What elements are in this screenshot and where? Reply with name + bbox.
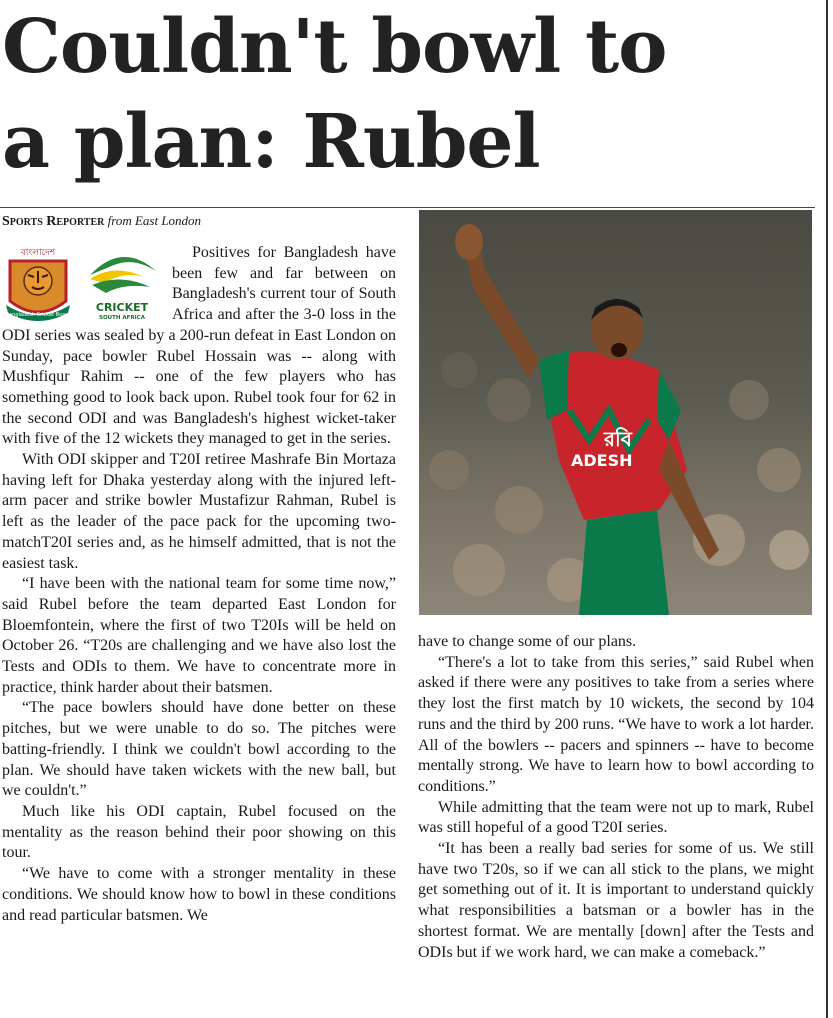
jersey-bengali-text: রবি: [604, 427, 632, 451]
byline-divider: [0, 207, 815, 208]
paragraph: While admitting that the team were not up to mark, Rubel was still hopeful of a good T20I series.: [418, 798, 814, 837]
article-photo: [419, 210, 812, 615]
byline-location: from East London: [107, 213, 202, 228]
jersey-text: ADESH: [571, 451, 633, 470]
paragraph: “It has been a really bad series for some of us. We still have two T20s, so if we can all stick to the plans, we might get something out of it. It is important to understand quickly what responsibilities a batsman or a bowler has in the shortest format. We are mentally [down] after the Tests and ODIs but if we work hard, we can make a comeback.”: [418, 840, 814, 961]
paragraph: “The pace bowlers should have done better on these pitches, but we were unable to do so. The pitches were batting-friendly. I think we couldn't bowl according to the plan. We should have taken wickets with the new ball, but we couldn't.”: [2, 699, 396, 800]
csa-logo-text-2: SOUTH AFRICA: [99, 315, 145, 321]
bcb-logo-top-text: বাংলাদেশ: [20, 248, 56, 258]
headline: [2, 0, 822, 190]
paragraph: have to change some of our plans.: [418, 633, 637, 650]
byline-reporter: Sports Reporter: [2, 214, 105, 229]
paragraph: With ODI skipper and T20I retiree Mashrafe Bin Mortaza having left for Dhaka yesterday along with the injured left-arm pacer and strike bowler Mustafizur Rahman, Rubel is left as the leader of the pace pack for the upcoming two-matchT20I series and, as he himself admitted, that is not the easiest task.: [2, 451, 396, 572]
paragraph: Much like his ODI captain, Rubel focused on the mentality as the reason behind their poor showing on this tour.: [2, 802, 396, 862]
byline: [2, 212, 201, 231]
paragraph: “There's a lot to take from this series,” said Rubel when asked if there were any positives to take from a series where they lost the first match by 10 wickets, the second by 104 runs and the third by 200 runs. “We have to work a lot harder. All of the bowlers -- pacers and spinners -- have to become mentally strong. We have to learn how to bowl according to conditions.”: [418, 653, 814, 795]
headline-line-1: Couldn't bowl to: [2, 4, 667, 90]
csa-logo-icon: [84, 243, 162, 325]
bcb-logo-bottom-text: Bangladesh Cricket Board: [5, 312, 71, 318]
csa-logo-text-1: CRICKET: [95, 301, 149, 314]
paragraph: “We have to come with a stronger mentality in these conditions. We should know how to bowl in these conditions and read particular batsmen. We: [2, 865, 396, 924]
paragraph: Positives for Bangladesh have been few and far between on Bangladesh's current tour of South Africa and after the 3-0 loss in the ODI series was sealed by a 200-run defeat in East London on Sunday, pace bowler Rubel Hossain was -- along with Mushfiqur Rahim -- one of the few players who has something good to look back upon. Rubel took four for 62 in the second ODI and was Bangladesh's highest wicket-taker with five of the 12 wickets they managed to get in the series.: [2, 244, 396, 448]
article-column-right: [418, 632, 814, 963]
page-edge-rule: [826, 0, 828, 1018]
article-column-left: [2, 243, 396, 926]
headline-line-2: a plan: Rubel: [2, 99, 540, 185]
cricket-player-photo-icon: [419, 210, 812, 615]
paragraph: “I have been with the national team for some time now,” said Rubel before the team departed East London for Bloemfontein, where the first of two T20Is will be held on October 26. “T20s are challenging and we have also lost the Tests and ODIs to them. We have to concentrate more in practice, think harder about their batsmen.: [2, 575, 396, 696]
